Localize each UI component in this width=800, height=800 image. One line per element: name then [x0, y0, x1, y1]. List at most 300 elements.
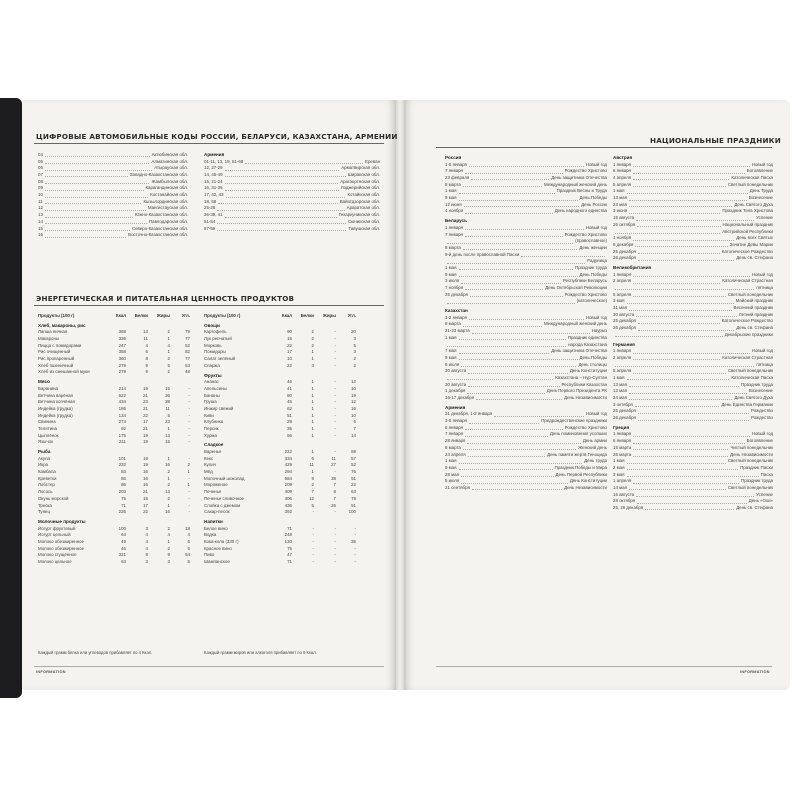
food-value: 16: [143, 469, 148, 475]
food-value: 1: [311, 356, 314, 362]
holiday-key: 21-23 марта: [445, 328, 470, 334]
food-name: Икра: [38, 462, 48, 468]
holiday-key: 1-2 января: [445, 314, 467, 320]
food-value: -: [334, 425, 336, 431]
dotted-leader: [627, 303, 734, 304]
food-value: -: [354, 545, 356, 551]
holiday-value: День Святого Духа: [734, 395, 773, 401]
food-value: 211: [119, 439, 126, 445]
food-row: [38, 349, 198, 356]
food-value: -: [188, 412, 190, 418]
holiday-row: [613, 242, 773, 249]
food-value: 17: [143, 419, 148, 425]
holiday-key: 25 декабря: [613, 248, 636, 254]
food-name: Камбала: [38, 469, 56, 475]
food-value: 12: [351, 379, 356, 385]
kz-code-row: [38, 232, 188, 239]
food-value: 5: [187, 559, 190, 565]
holiday-value: (православное): [575, 238, 607, 244]
holiday-row: [613, 292, 773, 299]
holiday-row: [613, 182, 773, 189]
holiday-row: [613, 498, 773, 505]
food-value: 3: [145, 525, 148, 531]
am-code-value: Ереван: [365, 158, 380, 164]
food-value: 134: [118, 412, 126, 418]
holiday-row: [613, 249, 773, 256]
food-value: 45: [287, 399, 292, 405]
holiday-row: [445, 425, 607, 432]
food-value: 1: [311, 449, 314, 455]
holiday-value: День поминовения усопших: [549, 431, 607, 437]
holiday-key: 5 апреля: [613, 291, 632, 297]
food-row: [204, 509, 374, 516]
kz-code-value: Мангистауская обл.: [147, 205, 188, 211]
food-value: -: [188, 509, 190, 515]
dotted-leader: [635, 406, 720, 407]
holiday-key: 8 марта: [445, 181, 461, 187]
dotted-leader: [629, 200, 747, 201]
food-name: Хлеб из смешанной муки: [38, 369, 90, 375]
holiday-row: [613, 395, 773, 402]
dotted-leader: [615, 233, 720, 234]
food-value: 7: [311, 489, 314, 495]
holiday-key: 28 октября: [613, 498, 636, 504]
holiday-key: 25 декабря: [613, 408, 636, 414]
food-value: 47: [287, 552, 292, 558]
food-value: 13: [165, 432, 170, 438]
dotted-leader: [226, 197, 346, 198]
food-value: 49: [121, 538, 126, 544]
holiday-value: Предрождественские праздники: [541, 418, 607, 424]
am-code-row: [204, 165, 380, 172]
codes-title: ЦИФРОВЫЕ АВТОМОБИЛЬНЫЕ КОДЫ РОССИИ, БЕЛАРУСИ, КАЗАХСТАНА, АРМЕНИИ: [36, 132, 398, 141]
food-value: 2: [311, 329, 314, 335]
food-value: 222: [284, 449, 292, 455]
food-value: 5: [187, 545, 190, 551]
dotted-leader: [45, 237, 126, 238]
dotted-leader: [638, 413, 749, 414]
food-value: 1: [167, 425, 170, 431]
food-name: Апельсины: [204, 385, 227, 391]
holiday-value: День Первой Республики: [555, 471, 607, 477]
food-value: -: [354, 532, 356, 538]
food-value: 12: [309, 495, 314, 501]
food-value: 11: [331, 455, 336, 461]
holiday-row: [613, 452, 773, 459]
food-value: 203: [118, 489, 126, 495]
holiday-value: День народного единства: [554, 208, 607, 214]
dotted-leader: [447, 303, 575, 304]
holiday-key: 2 мая: [613, 464, 625, 470]
food-value: 4: [145, 532, 148, 538]
food-value: 21: [143, 425, 148, 431]
food-value: -: [334, 509, 336, 515]
note-fat: Каждый грамм жиров или алкоголя прибавляет по 9 Ккал.: [204, 650, 317, 655]
food-table-header: [204, 313, 374, 320]
dotted-leader: [45, 230, 130, 231]
dotted-leader: [225, 170, 340, 171]
food-value: 11: [309, 462, 314, 468]
food-value: 6: [353, 419, 356, 425]
food-value: 336: [118, 336, 126, 342]
holiday-value: Казахстана – Нур-Султан: [555, 374, 607, 380]
food-value: 13: [165, 489, 170, 495]
holiday-row: [613, 255, 773, 262]
holiday-value: День Победы: [579, 354, 607, 360]
page-gutter: [396, 100, 404, 690]
kz-code-key: 08: [38, 178, 43, 184]
holiday-row: [445, 348, 607, 355]
food-name: Цыплёнок: [38, 432, 59, 438]
holiday-key: 30 августа: [445, 368, 467, 374]
am-code-key: 51-54: [204, 218, 216, 224]
holiday-key: 1-5 января: [445, 161, 467, 167]
holiday-value: День св. Стефана: [736, 325, 773, 331]
holiday-row: [445, 225, 607, 232]
food-value: 3: [353, 336, 356, 342]
food-row: [38, 552, 198, 559]
food-value: 2: [353, 356, 356, 362]
food-row: [204, 496, 374, 503]
dotted-leader: [633, 283, 720, 284]
food-row: [38, 496, 198, 503]
holiday-key: 26 октября: [613, 221, 636, 227]
holiday-value: Католическая Страстная: [722, 278, 773, 284]
food-value: 4: [145, 545, 148, 551]
food-name: Йогурт фруктовый: [38, 525, 76, 531]
holiday-value: Светлый понедельник: [727, 458, 773, 464]
dotted-leader: [459, 353, 550, 354]
kz-code-value: Актюбинская обл.: [151, 151, 188, 157]
am-code-key: 17, 42, 43: [204, 192, 224, 198]
holiday-row: [445, 202, 607, 209]
holiday-key: 6 января: [445, 424, 463, 430]
holiday-value: народа Казахстана: [568, 341, 607, 347]
food-name: Макароны: [38, 336, 60, 342]
food-value: 2: [167, 469, 170, 475]
kz-code-key: 14: [38, 218, 43, 224]
holiday-value: Католическая Пасха: [731, 374, 773, 380]
food-value: 358: [118, 349, 126, 355]
food-value: -: [312, 525, 314, 531]
dotted-leader: [633, 449, 728, 450]
food-value: 46: [121, 545, 126, 551]
holiday-row: [445, 272, 607, 279]
holiday-key: 1 мая: [445, 264, 457, 270]
am-code-row: [204, 212, 380, 219]
holiday-row: [613, 362, 773, 369]
holiday-row: [445, 265, 607, 272]
dotted-leader: [45, 217, 133, 218]
holiday-key: 9 мая: [445, 271, 457, 277]
food-value: 75: [121, 495, 126, 501]
holiday-key: 12 июня: [445, 201, 462, 207]
food-value: 41: [287, 385, 292, 391]
food-value: 2: [311, 336, 314, 342]
food-value: 232: [118, 462, 126, 468]
food-row: [204, 433, 374, 440]
holiday-key: 1 мая: [613, 458, 625, 464]
food-value: 21: [143, 489, 148, 495]
food-row: [38, 532, 198, 539]
holiday-key: 8 декабря: [613, 241, 634, 247]
food-name: Рис пропаренный: [38, 356, 75, 362]
food-name: Молочный шоколад: [204, 475, 245, 481]
food-value: 2: [311, 482, 314, 488]
dotted-leader: [521, 256, 605, 257]
dotted-leader: [633, 443, 745, 444]
holiday-row: [445, 298, 607, 305]
food-name: Белое вино: [204, 525, 228, 531]
header-nutrient: Жиры: [156, 312, 170, 318]
holiday-value: Наурыз: [591, 328, 607, 334]
food-value: 1: [311, 469, 314, 475]
holiday-row: [613, 445, 773, 452]
holiday-row: [613, 272, 773, 279]
codes-title-rule: [34, 143, 384, 144]
food-name: Лобстер: [38, 482, 55, 488]
holiday-row: [445, 362, 607, 369]
holiday-key: 26 декабря: [613, 415, 636, 421]
kz-code-key: 06: [38, 165, 43, 171]
holiday-value: День Труда: [749, 188, 773, 194]
kz-code-value: Карагандинская обл.: [145, 185, 188, 191]
holiday-row: [445, 175, 607, 182]
food-name: Окунь морской: [38, 495, 69, 501]
dotted-leader: [638, 330, 734, 331]
food-value: -: [334, 559, 336, 565]
food-value: 4: [145, 538, 148, 544]
holiday-row: [613, 188, 773, 195]
food-value: 63: [121, 559, 126, 565]
dotted-leader: [469, 319, 584, 320]
dotted-leader: [463, 326, 542, 327]
holiday-key: 1 января: [445, 224, 463, 230]
header-nutrient: Жиры: [322, 312, 336, 318]
holiday-key: 16-17 декабря: [445, 395, 475, 401]
food-name: Хлеб пшеничный: [38, 362, 74, 368]
food-value: 6: [311, 455, 314, 461]
holiday-row: [445, 328, 607, 335]
holiday-value: День Независимости: [564, 395, 607, 401]
holiday-value: День св. Стефана: [736, 505, 773, 511]
food-row: [38, 406, 198, 413]
food-value: 1: [311, 349, 314, 355]
food-name: Картофель: [204, 329, 227, 335]
food-value: 4: [167, 342, 170, 348]
holiday-value: День Конституции: [569, 368, 607, 374]
food-value: 53: [185, 362, 190, 368]
holiday-value: День Октябрьской Революции: [545, 285, 607, 291]
holiday-value: Австрийской Республики: [722, 228, 773, 234]
food-value: 1: [187, 482, 190, 488]
food-value: 35: [351, 538, 356, 544]
food-value: -: [334, 379, 336, 385]
food-value: 9: [167, 552, 170, 558]
food-value: 2: [167, 525, 170, 531]
food-row: [204, 469, 374, 476]
holiday-key: 25 декабря: [445, 291, 468, 297]
holiday-row: [445, 209, 607, 216]
holiday-value: Новый год: [751, 431, 773, 437]
food-name: Сахар-песок: [204, 509, 230, 515]
holiday-key: 8 марта: [445, 244, 461, 250]
food-row: [38, 386, 198, 393]
food-value: 23: [143, 399, 148, 405]
holiday-value: Новый год: [751, 271, 773, 277]
right-footer: INFORMATION: [740, 670, 770, 674]
food-value: -: [312, 552, 314, 558]
food-value: 2: [353, 362, 356, 368]
holiday-row: [613, 458, 773, 465]
holiday-value: Новый год: [585, 224, 607, 230]
dotted-leader: [459, 463, 583, 464]
food-name: Водка: [204, 532, 217, 538]
holiday-key: 23 мая: [613, 201, 627, 207]
dotted-leader: [633, 456, 728, 457]
holiday-key: 28 января: [445, 438, 466, 444]
dotted-leader: [465, 229, 584, 230]
food-row: [204, 393, 374, 400]
food-value: 10: [351, 385, 356, 391]
holiday-value: Майский праздник: [735, 298, 773, 304]
holiday-key: 31 мая: [613, 305, 627, 311]
dotted-leader: [633, 179, 729, 180]
holiday-row: [445, 188, 607, 195]
holiday-key: 7 мая: [445, 348, 457, 354]
kz-code-row: [38, 152, 188, 159]
kz-code-value: Южно-Казахстанская обл.: [134, 212, 188, 218]
food-value: 8: [145, 552, 148, 558]
holiday-row: [445, 418, 607, 425]
food-value: 46: [287, 379, 292, 385]
food-value: -: [334, 538, 336, 544]
holiday-key: 7 января: [445, 431, 463, 437]
food-row: [38, 539, 198, 546]
am-code-row: [204, 172, 380, 179]
dotted-leader: [463, 186, 542, 187]
header-nutrient: Угл.: [347, 312, 356, 318]
food-value: 226: [118, 509, 126, 515]
holiday-value: Рождество: [751, 408, 773, 414]
dotted-leader: [627, 476, 759, 477]
am-code-row: [204, 179, 380, 186]
food-name: Лапша яичная: [38, 329, 68, 335]
food-name: Кекс: [204, 455, 214, 461]
food-value: 1: [167, 538, 170, 544]
right-footer-rule: [436, 666, 772, 667]
holiday-key: 3 мая: [613, 298, 625, 304]
food-value: -: [188, 475, 190, 481]
food-group-heading: Рыба: [38, 449, 51, 455]
food-value: -: [334, 362, 336, 368]
holiday-row: [445, 382, 607, 389]
dotted-leader: [225, 176, 346, 177]
dotted-leader: [633, 276, 750, 277]
dotted-leader: [461, 483, 568, 484]
food-row: [204, 526, 374, 533]
food-row: [204, 399, 374, 406]
dotted-leader: [627, 463, 726, 464]
food-name: Ветчина варёная: [38, 392, 73, 398]
dotted-leader: [645, 509, 734, 510]
holiday-value: Праздник труда: [741, 381, 773, 387]
holiday-value: День св. Стефана: [736, 255, 773, 261]
holiday-row: [445, 438, 607, 445]
food-value: 1: [311, 392, 314, 398]
food-value: 274: [118, 419, 126, 425]
food-value: 78: [351, 495, 356, 501]
dotted-leader: [447, 263, 585, 264]
food-name: Ананас: [204, 379, 219, 385]
holiday-key: 26 декабря: [613, 255, 636, 261]
holiday-row: [613, 298, 773, 305]
food-value: 4: [145, 342, 148, 348]
dotted-leader: [633, 373, 726, 374]
food-value: 1: [167, 455, 170, 461]
dotted-leader: [45, 203, 142, 204]
food-row: [38, 469, 198, 476]
kz-code-key: 15: [38, 225, 43, 231]
food-row: [204, 363, 374, 370]
dotted-leader: [465, 436, 548, 437]
food-name: Треска: [38, 502, 52, 508]
food-row: [38, 503, 198, 510]
dotted-leader: [472, 489, 562, 490]
holiday-row: [613, 278, 773, 285]
food-name: Груша: [204, 399, 217, 405]
dotted-leader: [45, 210, 146, 211]
food-name: Слойка с джемом: [204, 502, 241, 508]
food-value: -: [334, 525, 336, 531]
dotted-leader: [469, 423, 539, 424]
holiday-value: Богоявление: [746, 168, 773, 174]
am-code-value: Вайотдзорская обл.: [339, 198, 380, 204]
food-value: 56: [287, 432, 292, 438]
food-value: 1: [311, 412, 314, 418]
country-heading: Греция: [613, 424, 630, 430]
holiday-row: [445, 292, 607, 299]
holiday-row: [445, 472, 607, 479]
dotted-leader: [447, 379, 553, 380]
holiday-value: Радуница: [587, 258, 607, 264]
dotted-leader: [638, 420, 749, 421]
food-value: -: [334, 392, 336, 398]
food-value: 248: [284, 532, 292, 538]
food-value: 79: [185, 329, 190, 335]
food-value: 2: [167, 482, 170, 488]
food-row: [38, 439, 198, 446]
food-row: [204, 503, 374, 510]
food-row: [38, 546, 198, 553]
food-value: 409: [284, 489, 292, 495]
holiday-key: 15 марта: [613, 444, 632, 450]
food-value: 294: [284, 469, 292, 475]
holiday-value: День памяти жертв Геноцида: [547, 451, 607, 457]
food-value: -: [312, 532, 314, 538]
holiday-value: Праздник Весны и Труда: [556, 188, 607, 194]
dotted-leader: [468, 373, 568, 374]
am-code-row: [204, 199, 380, 206]
dotted-leader: [459, 339, 566, 340]
holiday-value: День Единства Германии: [721, 401, 773, 407]
food-value: -: [334, 342, 336, 348]
kz-code-value: Западно-Казахстанская обл.: [129, 172, 188, 178]
country-heading: Армения: [445, 404, 466, 410]
dotted-leader: [45, 170, 152, 171]
kz-code-row: [38, 199, 188, 206]
food-group-heading: Овощи: [204, 322, 220, 328]
